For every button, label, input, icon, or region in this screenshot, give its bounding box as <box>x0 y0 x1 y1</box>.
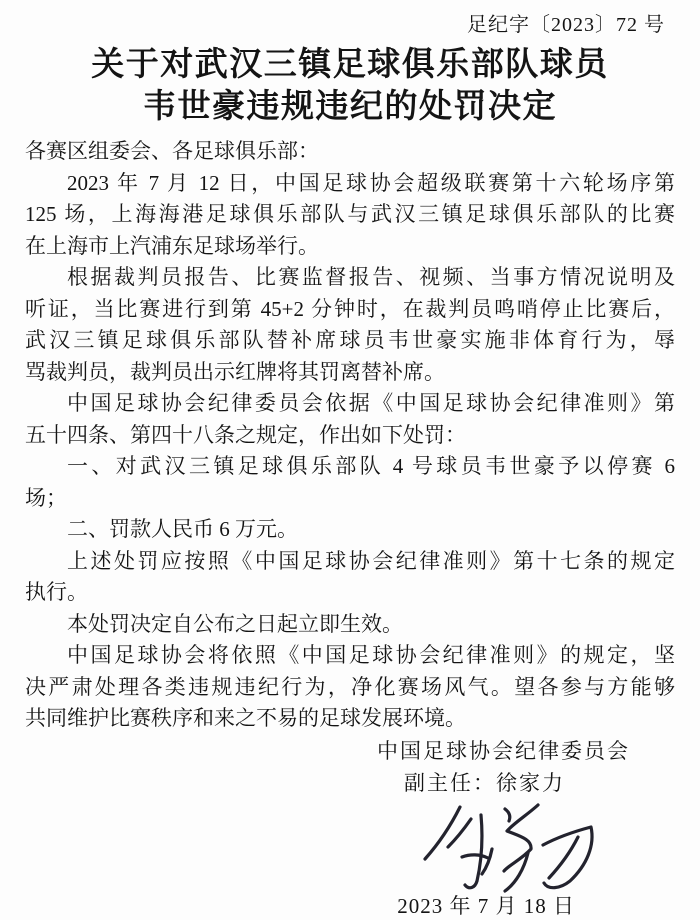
body-line: 上述处罚应按照《中国足球协会纪律准则》第十七条的规定 <box>67 548 675 573</box>
body-line: 中国足球协会将依照《中国足球协会纪律准则》的规定，坚 <box>67 643 675 667</box>
signoff-role-name: 副主任：徐家力 <box>404 770 565 795</box>
body-line: 2023 年 7 月 12 日，中国足球协会超级联赛第十六轮场序第 <box>67 170 675 195</box>
body-line: 中国足球协会纪律委员会依据《中国足球协会纪律准则》第 <box>67 391 675 415</box>
body-line: 场； <box>25 485 67 510</box>
body-line: 根据裁判员报告、比赛监督报告、视频、当事方情况说明及 <box>67 265 675 289</box>
body-line: 执行。 <box>25 580 88 604</box>
body-line: 决严肃处理各类违规违纪行为，净化赛场风气。望各参与方能够 <box>25 674 675 699</box>
body-line: 本处罚决定自公布之日起立即生效。 <box>67 611 403 636</box>
body-line: 125 场，上海海港足球俱乐部队与武汉三镇足球俱乐部队的比赛 <box>25 202 675 226</box>
body-line: 五十四条、第四十八条之规定，作出如下处罚： <box>25 422 466 447</box>
body-line: 在上海市上汽浦东足球场举行。 <box>25 233 319 258</box>
body-line: 共同维护比赛秩序和来之不易的足球发展环境。 <box>25 706 466 730</box>
doc-number: 足纪字〔2023〕72 号 <box>467 14 665 36</box>
document-date: 2023 年 7 月 18 日 <box>397 893 575 918</box>
title-line-1: 关于对武汉三镇足球俱乐部队球员 <box>91 47 609 83</box>
body-line: 武汉三镇足球俱乐部队替补席球员韦世豪实施非体育行为，辱 <box>25 328 675 352</box>
body-line-salutation: 各赛区组委会、各足球俱乐部： <box>25 139 319 163</box>
body-line-penalty-1: 一、对武汉三镇足球俱乐部队 4 号球员韦世豪予以停赛 6 <box>67 454 675 478</box>
handwritten-signature <box>25 799 675 893</box>
body-line: 听证，当比赛进行到第 45+2 分钟时，在裁判员鸣哨停止比赛后， <box>25 296 675 321</box>
document-body <box>25 136 675 735</box>
signoff-organization: 中国足球协会纪律委员会 <box>377 738 630 763</box>
document-title <box>25 44 675 128</box>
body-line-penalty-2: 二、罚款人民币 6 万元。 <box>67 517 298 541</box>
signature-ink-icon <box>408 799 603 895</box>
title-line-2: 韦世豪违规违纪的处罚决定 <box>143 89 557 125</box>
body-line: 骂裁判员，裁判员出示红牌将其罚离替补席。 <box>25 359 445 384</box>
